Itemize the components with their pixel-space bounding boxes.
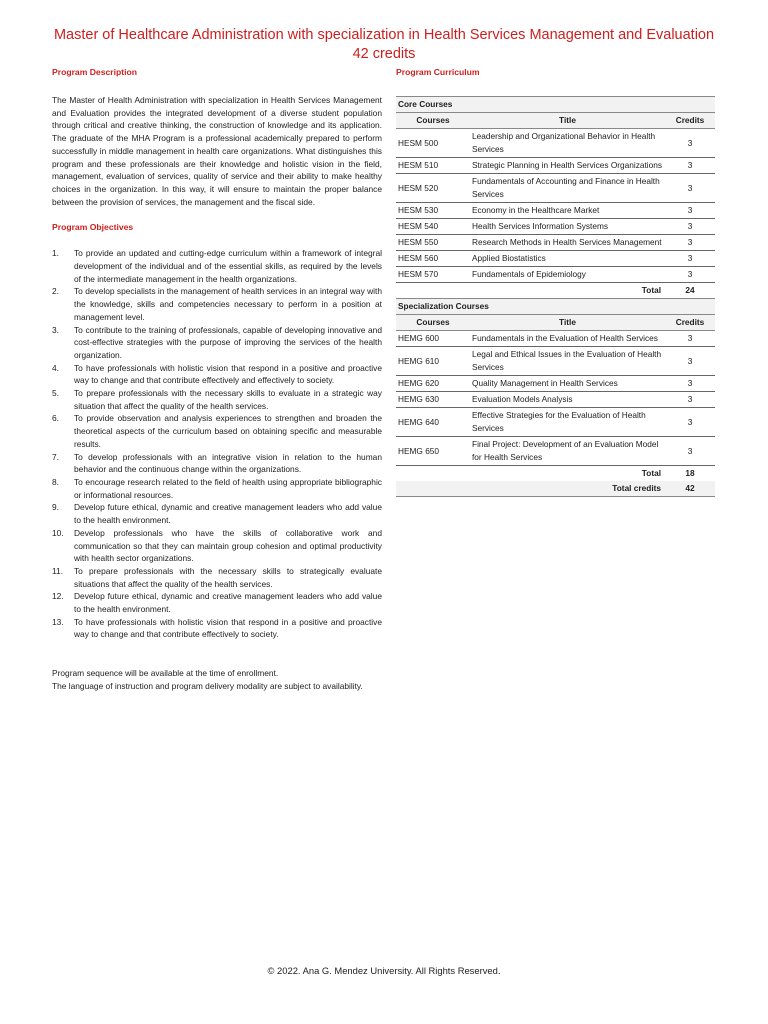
objective-number: 1. (52, 248, 59, 259)
course-title: Economy in the Healthcare Market (470, 203, 665, 219)
grand-total-label: Total credits (396, 481, 665, 497)
objective-text: To provide an updated and cutting-edge curriculum within a framework of integral development of the individual and of the essential skills, as required by the levels of the intermediate management in the health organizations. (74, 248, 382, 284)
objective-item (52, 616, 382, 641)
course-code: HEMG 620 (396, 376, 470, 392)
course-title: Fundamentals of Epidemiology (470, 267, 665, 283)
objective-text: To contribute to the training of professionals, capable of developing innovative and cost-effective strategies with the purpose of improving the services of the health organization. (74, 324, 382, 360)
copyright-footer: © 2022. Ana G. Mendez University. All Rights Reserved. (267, 965, 501, 976)
grand-total-value: 42 (665, 481, 715, 497)
course-credits: 3 (665, 331, 715, 347)
table-row (396, 392, 715, 408)
objective-number: 13. (52, 616, 64, 627)
course-title: Research Methods in Health Services Management (470, 235, 665, 251)
course-credits: 3 (665, 129, 715, 158)
core-total-row (396, 283, 715, 299)
table-column-headers (396, 315, 715, 331)
objectives-heading: Program Objectives (52, 222, 134, 233)
objective-item (52, 565, 382, 590)
table-column-headers (396, 113, 715, 129)
course-credits: 3 (665, 219, 715, 235)
objectives-list (52, 247, 382, 641)
course-credits: 3 (665, 235, 715, 251)
objective-text: Develop professionals who have the skills of collaborative work and communication so that they can maintain group cohesion and optimal productivity with health sector organizations. (74, 527, 382, 564)
course-title: Legal and Ethical Issues in the Evaluation of Health Services (470, 347, 665, 376)
table-row (396, 235, 715, 251)
course-credits: 3 (665, 174, 715, 203)
course-credits: 3 (665, 158, 715, 174)
course-title: Strategic Planning in Health Services Organizations (470, 158, 665, 174)
left-column (52, 66, 382, 693)
program-notes (52, 667, 382, 692)
objective-item (52, 387, 382, 412)
specialization-section-header (396, 299, 715, 315)
objective-number: 10. (52, 527, 64, 538)
objective-number: 8. (52, 476, 59, 487)
table-row (396, 437, 715, 466)
table-row (396, 219, 715, 235)
course-code: HEMG 600 (396, 331, 470, 347)
core-section-header (396, 97, 715, 113)
objective-number: 5. (52, 388, 59, 399)
table-row (396, 331, 715, 347)
course-code: HESM 550 (396, 235, 470, 251)
course-code: HESM 570 (396, 267, 470, 283)
column-header-credits: Credits (665, 315, 715, 331)
objective-item (52, 590, 382, 615)
course-credits: 3 (665, 203, 715, 219)
objective-number: 4. (52, 362, 59, 373)
objective-number: 9. (52, 502, 59, 513)
objective-item (52, 247, 382, 285)
specialization-total-row (396, 466, 715, 482)
core-total-value: 24 (685, 285, 695, 295)
course-credits: 3 (665, 251, 715, 267)
objective-number: 6. (52, 413, 59, 424)
language-note: The language of instruction and program delivery modality are subject to availability. (52, 680, 363, 691)
column-header-courses: Courses (396, 113, 470, 129)
column-header-title: Title (470, 315, 665, 331)
right-column (396, 66, 715, 497)
objective-text: To provide observation and analysis experiences to strengthen and broaden the theoretical aspects of the curriculum based on obtaining specific and measurable results. (74, 413, 382, 449)
grand-total-row (396, 481, 715, 497)
specialization-total-value: 18 (685, 468, 695, 478)
course-title: Final Project: Development of an Evaluation Model for Health Services (470, 437, 665, 466)
table-row (396, 129, 715, 158)
objective-item (52, 362, 382, 387)
course-title: Effective Strategies for the Evaluation of Health Services (470, 408, 665, 437)
table-row (396, 347, 715, 376)
course-code: HESM 540 (396, 219, 470, 235)
objective-text: To have professionals with holistic vision that respond in a positive and proactive way to change and that contribute effectively and effectively to society. (74, 362, 382, 386)
objective-text: Develop future ethical, dynamic and creative management leaders who add value to the health environment. (74, 591, 382, 615)
course-title: Applied Biostatistics (470, 251, 665, 267)
course-title: Evaluation Models Analysis (470, 392, 665, 408)
objective-number: 7. (52, 451, 59, 462)
objective-item (52, 501, 382, 526)
objective-item (52, 527, 382, 565)
description-text: The Master of Health Administration with specialization in Health Services Management and Evaluation provides the integrated development of a diverse student population through critical and creative thinking, the construction of knowledge and its application. The graduate of the MHA Program is a professional academically prepared to perform successfully in middle management in health care organizations. What distinguishes this program and these professionals are their knowledge and holistic vision in the field, management, evaluation of services, quality of service and their ability to make healthy choices in the organization. In this way, it will ensure to maintain the proper balance between the provision of services, the management and the fiscal side. (52, 95, 382, 207)
table-row (396, 203, 715, 219)
course-title: Fundamentals of Accounting and Finance in Health Services (470, 174, 665, 203)
objective-item (52, 285, 382, 323)
specialization-total-label: Total (641, 468, 661, 478)
course-title: Health Services Information Systems (470, 219, 665, 235)
course-code: HEMG 650 (396, 437, 470, 466)
table-row (396, 158, 715, 174)
curriculum-table (396, 96, 715, 497)
page-title (0, 26, 768, 64)
objective-number: 3. (52, 324, 59, 335)
page-title-credits: 42 credits (352, 46, 416, 62)
course-code: HESM 510 (396, 158, 470, 174)
objective-item (52, 324, 382, 362)
column-header-credits: Credits (665, 113, 715, 129)
column-header-title: Title (470, 113, 665, 129)
objective-number: 12. (52, 591, 64, 602)
objective-item (52, 476, 382, 501)
course-credits: 3 (665, 437, 715, 466)
course-credits: 3 (665, 408, 715, 437)
table-row (396, 251, 715, 267)
objective-item (52, 412, 382, 450)
table-row (396, 267, 715, 283)
table-row (396, 376, 715, 392)
course-title: Fundamentals in the Evaluation of Health Services (470, 331, 665, 347)
course-code: HEMG 640 (396, 408, 470, 437)
course-code: HEMG 610 (396, 347, 470, 376)
course-code: HEMG 630 (396, 392, 470, 408)
course-code: HESM 520 (396, 174, 470, 203)
objective-text: To prepare professionals with the necessary skills to strategically evaluate situations that affect the quality of the health services. (74, 565, 382, 589)
objective-text: To develop specialists in the management of health services in an integral way with the knowledge, skills and competencies necessary to perform in a position at management level. (74, 286, 382, 322)
course-code: HESM 500 (396, 129, 470, 158)
course-credits: 3 (665, 347, 715, 376)
objective-number: 11. (52, 565, 64, 576)
course-credits: 3 (665, 267, 715, 283)
course-code: HESM 530 (396, 203, 470, 219)
course-credits: 3 (665, 392, 715, 408)
objective-text: To develop professionals with an integrative vision in relation to the human behavior and the continuous change within the organizations. (74, 451, 382, 475)
objective-item (52, 451, 382, 476)
course-code: HESM 560 (396, 251, 470, 267)
objective-text: To have professionals with holistic vision that respond in a positive and proactive way to change and that contribute effectively to society. (74, 616, 382, 640)
curriculum-heading: Program Curriculum (396, 67, 480, 77)
objective-number: 2. (52, 286, 59, 297)
table-row (396, 408, 715, 437)
specialization-section-label: Specialization Courses (396, 299, 715, 315)
course-title: Leadership and Organizational Behavior in Health Services (470, 129, 665, 158)
objective-text: To prepare professionals with the necessary skills to evaluate in a strategic way situation that affect the quality of the health services. (74, 388, 382, 411)
table-row (396, 174, 715, 203)
core-total-label: Total (641, 285, 661, 295)
objective-text: To encourage research related to the field of health using appropriate bibliographic or informational resources. (74, 476, 382, 500)
description-heading: Program Description (52, 67, 138, 77)
course-credits: 3 (665, 376, 715, 392)
page-title-line1: Master of Healthcare Administration with specialization in Health Services Management and Evaluation (53, 27, 715, 43)
course-title: Quality Management in Health Services (470, 376, 665, 392)
objective-text: Develop future ethical, dynamic and creative management leaders who add value to the health environment. (74, 502, 382, 526)
column-header-courses: Courses (396, 315, 470, 331)
core-section-label: Core Courses (396, 97, 715, 113)
sequence-note: Program sequence will be available at the time of enrollment. (52, 668, 279, 679)
